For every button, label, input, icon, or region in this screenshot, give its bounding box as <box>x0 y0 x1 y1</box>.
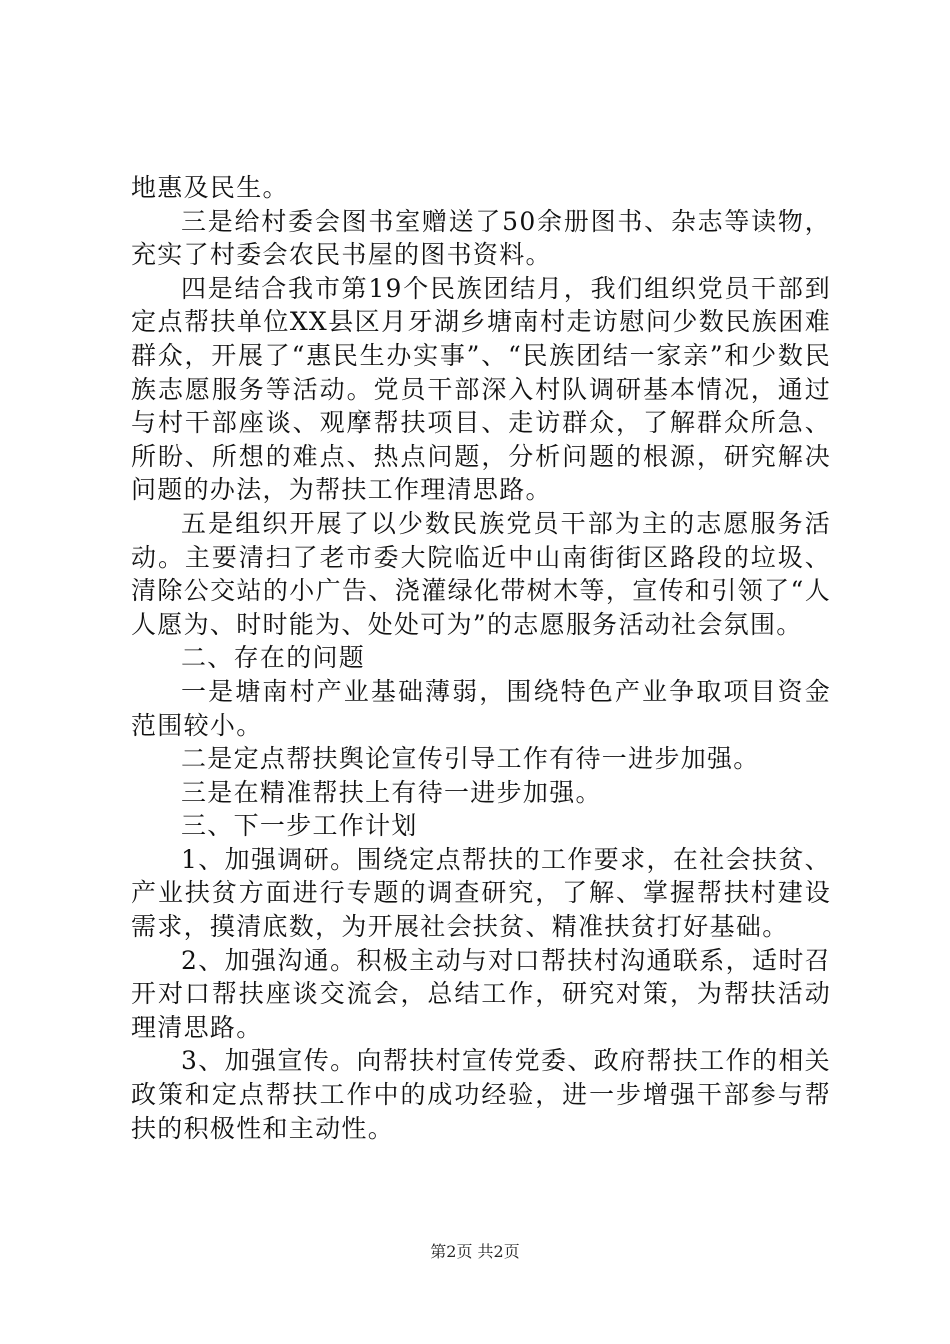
paragraph-plan-communication: 2、加强沟通。积极主动与对口帮扶村沟通联系，适时召开对口帮扶座谈交流会，总结工作，研究对策，为帮扶活动理清思路。 <box>131 945 831 1042</box>
section-heading-next-plan: 三、下一步工作计划 <box>181 811 418 841</box>
paragraph-continuation: 地惠及民生。 <box>131 173 289 202</box>
paragraph-plan-research: 1、加强调研。围绕定点帮扶的工作要求，在社会扶贫、产业扶贫方面进行专题的调查研究，了解、掌握帮扶村建设需求，摸清底数，为开展社会扶贫、精准扶贫打好基础。 <box>131 844 831 942</box>
paragraph-plan-publicity: 3、加强宣传。向帮扶村宣传党委、政府帮扶工作的相关政策和定点帮扶工作中的成功经验，进一步增强干部参与帮扶的积极性和主动性。 <box>131 1046 831 1143</box>
paragraph-problem-2: 二是定点帮扶舆论宣传引导工作有待一进步加强。 <box>181 744 760 774</box>
section-heading-problems: 二、存在的问题 <box>181 643 366 673</box>
paragraph-volunteer-service: 五是组织开展了以少数民族党员干部为主的志愿服务活动。主要清扫了老市委大院临近中山南街街区路段的垃圾、清除公交站的小广告、浇灌绿化带树木等，宣传和引领了“人人愿为、时时能为、处处可为”的志愿服务活动社会氛围。 <box>131 508 831 639</box>
page-number-footer: 第2页 共2页 <box>430 1242 520 1261</box>
paragraph-problem-3: 三是在精准帮扶上有待一进步加强。 <box>181 777 602 807</box>
paragraph-unity-month-visit: 四是结合我市第19个民族团结月，我们组织党员干部到定点帮扶单位XX县区月牙湖乡塘南村走访慰问少数民族困难群众，开展了“惠民生办实事”、“民族团结一家亲”和少数民族志愿服务等活动。党员干部深入村队调研基本情况，通过与村干部座谈、观摩帮扶项目、走访群众，了解群众所急、所盼、所想的难点、热点问题，分析问题的根源，研究解决问题的办法，为帮扶工作理清思路。 <box>131 273 831 505</box>
document-body <box>131 171 831 1145</box>
paragraph-problem-1: 一是塘南村产业基础薄弱，围绕特色产业争取项目资金范围较小。 <box>131 676 831 740</box>
paragraph-book-donation: 三是给村委会图书室赠送了50余册图书、杂志等读物，充实了村委会农民书屋的图书资料。 <box>131 206 831 270</box>
